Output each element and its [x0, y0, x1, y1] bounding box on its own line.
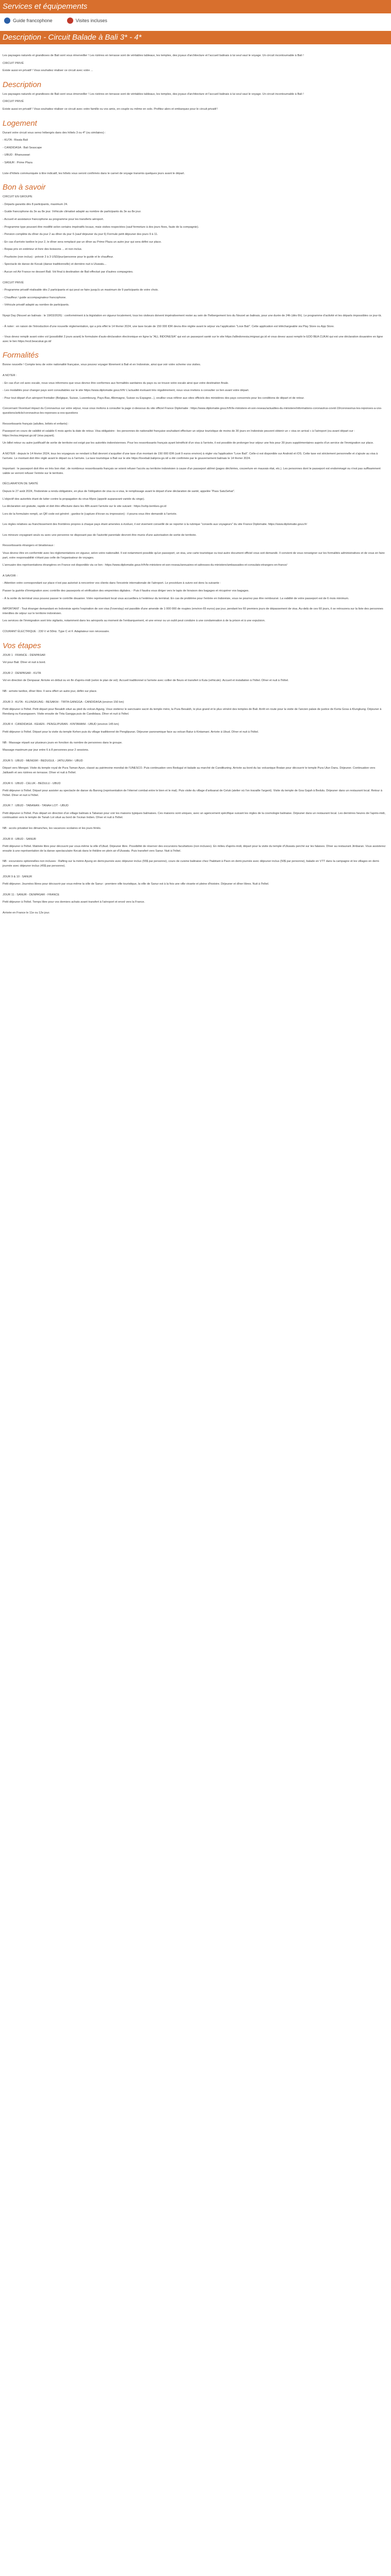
section-paragraph: - Pension complète du dîner du jour 2 au dîner du jour 6 (sauf déjeuner du jour 6) Formule petit déjeuner des jours 9 à 11. [3, 233, 158, 236]
section-paragraph: - Véhicule privatif adapté au nombre de participants. [3, 303, 70, 307]
section-paragraph: Les paysages naturels et grandioses de Bali sont vous émerveiller ! Les rizières en terrasse sont de véritables tableaux, les temples, des joyaux d'architecture et l'accueil balinais à lui seul vaut le voyage. Un circuit incontournable à Bali ! [3, 92, 304, 96]
section-paragraph: Vous devrez être en conformité avec les réglementations en vigueur, selon votre nationalité. Il est notamment possible qu'un passeport, un visa, une carte touristique ou tout autre document officiel vous soit demandé. Il convient de vous renseigner sur les formalités administratives et de vous en faire part, votre responsabilité n'étant pas celle de l'organisateur de voyages. [3, 552, 385, 560]
description-header [0, 31, 391, 44]
section-paragraph: Petit déjeuner à l'hôtel. Matinée libre pour découvrir par vous-même la ville d'Ubud. Déjeuner libre. Possibilité de réserver des excursions facultatives (non incluses). En milieu d'après-midi, départ pour la visite du temple d'Uluwatu perché sur les falaises. Dîner au restaurant Jimbaran. Vous assisterez ensuite à une représentation de la danse spectaculaire Kecak dans le théâtre en plein air d'Uluwatu. Puis transfert vers Sanur. Nuit à l'hôtel. [3, 845, 386, 853]
section-paragraph: CIRCUIT PRIVÉ [3, 281, 24, 284]
section-paragraph: JOUR 7 : UBUD - TABANAN - TANAH LOT - UBUD [3, 804, 69, 808]
section-paragraph: Vol en direction de Denpasar. Arrivée en début ou en fin d'après-midi (selon le plan de vol). Accueil traditionnel à l'arrivée avec collier de fleurs et transfert à Kuta (véhicule). Accueil et installation à l'hôtel. Dîner et nuit à l'hôtel. [3, 679, 289, 683]
section-bon-savoir [3, 183, 386, 344]
service-guide-label: Guide francophone [13, 18, 53, 23]
section-paragraph: La déclaration est gratuite, rapide et doit être effectuée dans les 48h avant l'arrivée sur le site suivant : https://sshp.kemkes.go.id [3, 505, 167, 509]
section-paragraph: - Guide francophone du 3e au 8e jour. Véhicule climatisé adapté au nombre de participants du 3e au 8e jour. [3, 210, 141, 214]
visit-icon [67, 18, 73, 24]
section-paragraph: - Programme type pouvant être modifié selon certains impératifs locaux, mais visites respectées (sauf fermeture à des jours fixes, faute de la compagnie). [3, 225, 199, 229]
service-visits-label: Visites incluses [75, 18, 107, 23]
section-paragraph: JOUR 9 & 10 : SANUR [3, 875, 32, 878]
service-visits [67, 18, 107, 24]
section-paragraph: L'objectif des autorités étant de lutter contre la propagation du virus Mpox (appelé auparavant variole du singe). [3, 497, 145, 501]
services-list [4, 18, 107, 24]
section-vos-tapes [3, 641, 386, 916]
services-title: Services et équipements [3, 2, 88, 11]
section-paragraph: IMPORTANT : Tout étranger demandant en Indonésie après l'expiration de son visa (l'overstay) est passible d'une amende de 1 000 000 de roupies (environ 65 euros) par jour, pendant les 60 premiers jours de dépassement de visa. Au-delà de ces 60 jours, il se retrouvera sur la liste des personnes interdites de séjour sur le territoire indonésien. [3, 607, 383, 615]
section-paragraph: - Repas pris en extérieur et livre des boissons ... et non inclus. [3, 248, 83, 251]
section-paragraph: - À noter : en raison de l'introduction d'une nouvelle réglementation, qui a pris effet le 14 février 2024, une taxe locale de 150 000 IDR devra être réglée avant le séjour via l'application "Love Bali". Cette application est téléchargeable via Play Store ou App Store. [3, 325, 335, 328]
section-paragraph: Passeport en cours de validité et valable 6 mois après la date de retour. Visa obligatoire : les personnes de nationalité française souhaitant effectuer un séjour touristique de moins de 30 jours en Indonésie peuvent obtenir un « visa on arrival » à l'aéroport (ou avant départ sur : https://evisa.imigrasi.go.id/ (visa payant). [3, 430, 355, 437]
section-paragraph: NB : Massage réparti sur plusieurs jours en fonction du nombre de personnes dans le groupe. [3, 741, 123, 744]
section-paragraph: JOUR 2 : DENPASAR - KUTA [3, 671, 41, 675]
section-paragraph: NB : accès privatisé les dimanches, les vacances scolaires et les jours fériés. [3, 827, 102, 831]
intro-paragraph: CIRCUIT PRIVÉ [3, 61, 24, 65]
section-paragraph: Petit déjeuner à l'hôtel. Puis départ en direction d'un village balinais à Tabanan pour voir les maisons typiques balinaises. Ces maisons sont uniques, avec un agencement spécifique suivant les règles de la cosmologie balinaise. Déjeuner dans un restaurant local. Les dernières heures de l'après-midi, continuation vers le temple de Tanah Lot situé au bord de l'océan Indien. Dîner et nuit à l'hôtel. [3, 811, 386, 820]
section-paragraph: Bonne nouvelle ! Compte tenu de votre nationalité française, vous pouvez voyager librement à Bali et en Indonésie, ainsi que voir votre scheme vos visites. [3, 363, 201, 367]
section-paragraph: Liste d'hôtels communiquée à titre indicatif, les hôtels vous seront confirmés dans le carnet de voyage transmis quelques jours avant le départ. [3, 172, 185, 175]
section-paragraph: JOUR 8 : UBUD - SANUR [3, 837, 36, 841]
section-paragraph: JOUR 1 : FRANCE - DENPASAR [3, 653, 45, 657]
section-paragraph: Ressortissants français (adultes, bébés et enfants) : [3, 422, 69, 426]
section-paragraph: JOUR 5 : UBUD - MENGWI - BEDUGUL - JATILUWIH - UBUD [3, 759, 83, 762]
section-paragraph: Lors de la formulaire rempli, un QR code est généré ; gardez-le (capture d'écran ou impression) : il pourra vous être demandé à l'arrivée. [3, 512, 177, 516]
section-paragraph: JOUR 6 : UBUD - CELUK - BEDULU - UBUD [3, 782, 61, 785]
guide-icon [4, 18, 10, 24]
description-title: Description - Circuit Balade à Bali 3* - 4* [3, 33, 142, 42]
section-paragraph: - KUTA : Risata Bali [3, 139, 28, 142]
section-paragraph: NB : arrivée tardive, dîner libre. Il sera offert un autre jour, défini sur place. [3, 689, 97, 693]
section-paragraph: Les mineurs voyageant seuls ou avec une personne ne disposant pas de l'autorité parentale devront être munis d'une autorisation de sortie de territoire. [3, 533, 197, 537]
section-logement [3, 119, 386, 176]
section-paragraph: A SAVOIR : [3, 574, 18, 578]
section-paragraph: - Vous devez remplir avant votre vol (possibilité 2 jours avant) le formulaire d'auto-déclaration électronique en ligne la "ALL INDONESIA" qui est un passeport santé sur le site https://allindonesia.imigrasi.go.id et vous devez aussi remplir le EDD BEA CUKAI qui est une déclaration douanière en ligne avec le lien https://ecd.beacukai.go.id/ [3, 335, 383, 343]
section-paragraph: Petit déjeuner à l'hôtel. Départ pour assister au spectacle de danse du Barong (représentation de l'éternel combat entre le bien et le mal). Puis visite du village d'artisanat de Celuk (atelier où l'on travaille l'argent). Visite du temple de Goa Gajah à Bedulu. Déjeuner dans un restaurant local. Retour à l'hôtel. Dîner et nuit à l'hôtel. [3, 789, 382, 797]
section-paragraph: Depuis le 27 août 2024, l'Indonésie a rendu obligatoire, en plus de l'obligation de visa ou e-visa, le remplissage avant le départ d'une déclaration de santé, appelée "Pass SatuSehat". [3, 489, 235, 493]
intro-paragraph: Existe aussi en privatif ! Vous souhaitez réaliser ce circuit avec votre ... [3, 69, 93, 73]
service-guide [4, 18, 53, 24]
section-paragraph: CIRCUIT PRIVÉ [3, 100, 24, 104]
section-paragraph: Petit déjeuner à l'hôtel. Départ pour la visite du temple Kehen puis du village traditionnel de Penglipuran. Déjeuner panoramique face au volcan Batur à Kintamani. Arrivée à Ubud. Dîner et nuit à l'hôtel. [3, 730, 259, 734]
section-paragraph: - Accueil et assistance francophone au programme pour les transferts aéroport. [3, 217, 104, 221]
section-paragraph: Un billet retour ou autre justificatif de sortie de territoire est exigé par les autorités indonésiennes. Pour les ressortissants français ayant bénéficié d'un visa à l'arrivée, il est possible de prolonger leur séjour une fois pour 30 jours supplémentaires auprès d'un service de l'immigration sur place. [3, 442, 374, 445]
section-paragraph: - Départs garantis dès 8 participants, maximum 24. [3, 202, 68, 206]
section-paragraph: - Spectacle de danse de Kecak (danse traditionnelle) et dernière nuit à Uluwatu... [3, 263, 107, 266]
section-paragraph: - Les modalités pour changer pays sont consultables sur le site https://www.diplomatie.gouv.fr/fr/ L'actualité évoluant très régulièrement, nous vous invitons à consulter ce lien avant votre départ. [3, 389, 249, 393]
section-formalit-s [3, 351, 386, 634]
section-paragraph: - Programme privatif réalisable dès 2 participants et qui peut se faire jusqu'à un maximum de 9 participants de votre choix. [3, 289, 159, 292]
section-paragraph: - UBUD : Bhanuswari [3, 154, 30, 157]
intro-block [3, 54, 386, 73]
section-paragraph: Existe aussi en privatif ! Vous souhaitez réaliser ce circuit avec votre famille ou vos amis, en couple ou même en solo. Profitez alors et embarquez pour le circuit privatif ! [3, 107, 218, 111]
section-paragraph: A NOTER : [3, 374, 17, 377]
section-paragraph: CIRCUIT EN GROUPE [3, 195, 32, 199]
section-paragraph: Petit déjeuner. Journées libres pour découvrir par vous-même la ville de Sanur : premiere ville touristique, la ville de Sanur est à la fois une ville vivante et pleine d'histoire. Déjeuner et dîner libres. Nuit à l'hôtel. [3, 883, 269, 886]
section-paragraph: - En cas d'un vol avec escale, nous vous informons que vous devrez être conformes aux formalités sanitaires du pays ou se trouve votre escale ainsi que votre destination finale. [3, 381, 229, 385]
section-paragraph: Vol pour Bali. Dîner et nuit à bord. [3, 661, 46, 665]
section-paragraph: - Chauffeur / guide accompagnateur francophone. [3, 296, 67, 299]
section-title: Logement [3, 118, 37, 128]
section-paragraph: JOUR 11 : SANUR - DENPASAR - FRANCE [3, 893, 60, 896]
section-paragraph: - À la sortie du terminal vous pouvez passer le contrôle douanier. Votre représentant local vous accueillera à l'extérieur du terminal. En cas de problème pour l'entrée en Indonésie, vous ne pourrez pas être remboursé. La validité de votre passeport est de 6 mois minimum. [3, 597, 349, 600]
services-header [0, 0, 391, 13]
section-paragraph: JOUR 3 : KUTA - KLUNGKUNG - BESAKIH - TIRTA GANGGA - CANDIDASA (environ 150 km) [3, 700, 124, 704]
section-paragraph: NB : excursions optionnelles non incluses : Rafting sur la rivière Ayung en demi-journée avec déjeuner inclus (55$ par personne), cours de cuisine balinaise chez l'habitant à Paon en demi-journée avec déjeuner inclus (50$ par personne), balade en VTT dans la campagne et les villages en demi-journée avec déjeuner inclus (45$ par personne). [3, 860, 380, 868]
section-paragraph: JOUR 4 : CANDIDASA - KEHEN - PENGLIPURAN - KINTAMANI - UBUD (environ 145 km) [3, 723, 119, 726]
section-paragraph: - Pour tout départ d'un aéroport frontalier (Belgique, Suisse, Luxembourg, Pays-Bas, Allemagne, Suisse ou Espagne...), veuillez vous référer aux sites officiels des ministères des pays concernés pour les conditions de départ et de retour. [3, 396, 305, 400]
intro-paragraph: Les paysages naturels et grandioses de Bali sont vous émerveiller ! Les rizières en terrasse sont de véritables tableaux, les temples, des joyaux d'architecture et l'accueil balinais à lui seul vaut le voyage. Un circuit incontournable à Bali ! [3, 54, 304, 57]
section-paragraph: Les services de l'immigration sont très vigilants, notamment dans les aéroports au moment de l'embarquement, et une erreur ou un oubli peut conduire à une condamnation à de la prison et à une expulsion. [3, 619, 266, 623]
section-title: Vos étapes [3, 641, 41, 650]
section-paragraph: A NOTER : depuis le 14 février 2024, tous les voyageurs se rendant à Bali devront s'acquitter d'une taxe d'un montant de 150 000 IDR (soit 9 euros environ) à régler via l'application "Love Bali". Celle-ci est disponible sur Android et iOS. Cette taxe est strictement personnelle et s'ajoute au visa à l'arrivée. Le montant doit être réglé avant le départ ou à l'arrivée. La taxe touristique à Bali sur le site https://lovebali.baliprov.go.id/ a été confirmée par le gouvernement balinais le 14 février 2024. [3, 452, 378, 460]
section-paragraph: Petit déjeuner à l'hôtel. Temps libre pour vos derniers achats avant transfert à l'aéroport et envol vers la France. [3, 901, 145, 904]
section-paragraph: Durant votre circuit vous serez hébergés dans des hôtels 3 ou 4* (ou similaires) : [3, 131, 106, 134]
section-paragraph: Passer la guérite d'immigration avec contrôle des passeports et vérification des empreintes digitales. - Puis il faudra vous diriger vers le tapis de livraison des bagages et récupérer vos bagages. [3, 589, 250, 593]
section-paragraph: DÉCLARATION DE SANTÉ [3, 482, 38, 486]
section-paragraph: - En cas d'arrivée tardive le jour 2, le dîner sera remplacé par un dîner au Prime Plaza un autre jour qui sera défini sur place. [3, 240, 162, 244]
section-paragraph: COURANT ÉLECTRIQUE : 230 V et 50Hz. Type C et F. Adaptateur non nécessaire. [3, 630, 110, 633]
section-title: Description [3, 80, 42, 89]
section-title: Bon à savoir [3, 183, 46, 192]
page-content [3, 54, 386, 919]
section-paragraph: - Pourboire (non inclus) : prévoir 2 à 3 USD/jour/personne pour le guide et le chauffeur. [3, 255, 114, 259]
section-paragraph: Nyepi Day (Nouvel an balinais : le 19/03/2026) : conformément à la législation en vigueur localement, tous les visiteurs doivent impérativement rester au sein de l'hébergement lors du Nouvel an balinais, pour une durée de 24h (dès 6h). Le programme d'activité et les départs impossibles ce jour-là. [3, 314, 382, 318]
section-paragraph: - Attention votre correspondant sur place n'est pas autorisé à rencontrer vos clients dans l'enceinte internationale de l'aéroport. Le procédure à suivre est donc la suivante : [3, 582, 221, 585]
section-title: Formalités [3, 351, 39, 360]
section-paragraph: Petit déjeuner à l'hôtel. Petit départ pour Besakih situé au pied du volcan Agung. Vous visiterez le sanctuaire sacré du temple mère, la Pura Besakih, le plus grand et le plus vénéré des temples de Bali. Arrêt en route pour la visite de l'ancien palais de justice de Kerta Gosa à Klungkung. Déjeuner à Rendang ou Karangasem. Visite ensuite de Tirta Gangga puis de Candidasa. Dîner et nuit à l'hôtel. [3, 708, 382, 716]
section-paragraph: Départ vers Mengwi. Visite du temple royal de Pura Taman Ayun, classé au patrimoine mondial de l'UNESCO. Puis continuation vers Bedugul et balade au marché de Candikuning. Arrivée au bord du lac volcanique Bratan pour découvrir le temple Pura Ulun Danu. Déjeuner. Continuation vers Jatiluwih et ses rizières en terrasse. Dîner et nuit à l'hôtel. [3, 767, 376, 774]
section-paragraph: Ressortissants étrangers et binationaux : [3, 544, 55, 548]
section-paragraph: - SANUR : Prime Plaza [3, 161, 32, 164]
section-paragraph: Arrivée en France le 11e ou 12e jour. [3, 911, 50, 914]
section-paragraph: Massage maximum par jour entre 6 à 8 personnes pour 2 sessions. [3, 749, 89, 752]
section-paragraph: - Aucun vol Air France ne dessert Bali. Vol final à destination de Bali effectué par d'autres compagnies. [3, 270, 134, 274]
section-paragraph: Concernant l'éventuel impact du Coronavirus sur votre séjour, nous vous invitons à consulter la page ci-dessous du site officiel France Diplomatie : https://www.diplomatie.gouv.fr/fr/le-ministere-et-son-reseau/actualites-du-ministere/informations-coronavirus-covid-19/coronavirus-les-reponses-a-vos-questions/article/coronavirus-les-reponses-a-vos-questions [3, 407, 382, 415]
section-paragraph: L'annuaire des représentations étrangères en France est disponible via ce lien : https://www.diplomatie.gouv.fr/fr/le-ministere-et-son-reseau/annuaires-et-adresses-du-ministere/ambassades-et-consulats-etrangers-en-france/ [3, 564, 287, 567]
section-description [3, 80, 386, 112]
section-paragraph: Les règles relatives au franchissement des frontières propres à chaque pays étant amenées à évoluer, il est vivement conseillé de se reporter à la rubrique "conseils aux voyageurs" du site France Diplomatie. https://www.diplomatie.gouv.fr/ [3, 523, 307, 527]
section-paragraph: Important : le passeport doit être en très bon état ; de nombreux ressortissants français se voient refuser l'accès au territoire indonésien à cause d'un passeport abîmé (pages déchirées, couverture en mauvais état, etc.). Les personnes dont le passeport est endommagé ou n'est pas suffisamment valide se verront refuser l'entrée sur le territoire. [3, 467, 381, 475]
section-paragraph: - CANDIDASA : Bali Seascape [3, 146, 42, 149]
